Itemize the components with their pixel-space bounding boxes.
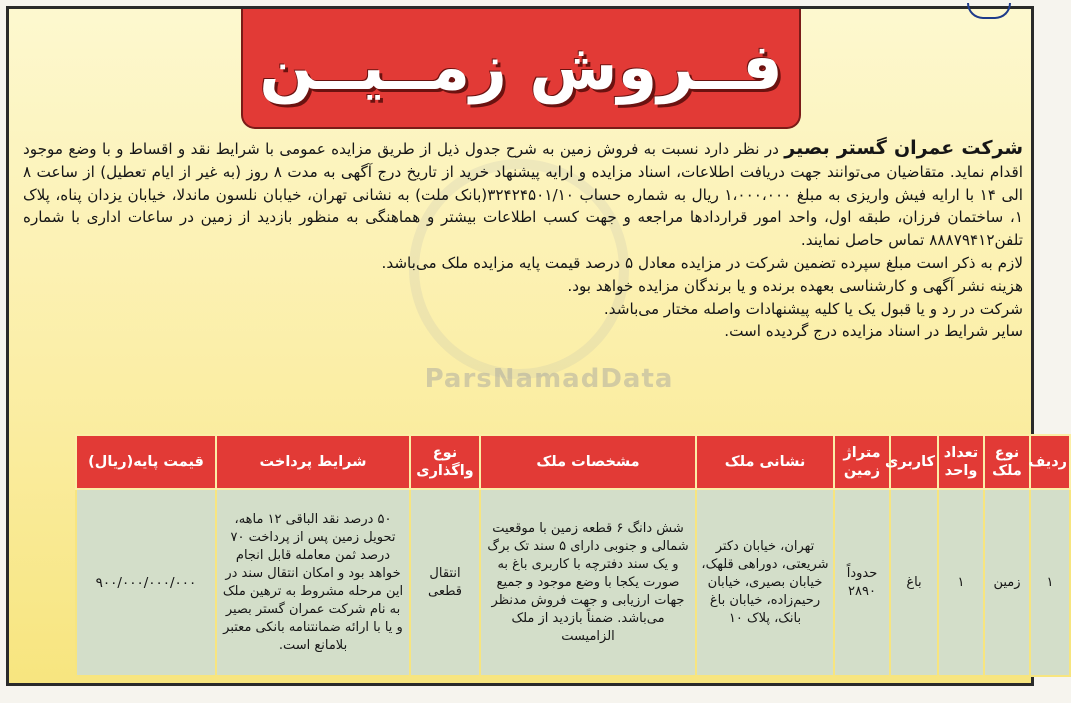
paragraph-other: سایر شرایط در اسناد مزایده درج گردیده است. <box>724 322 1023 341</box>
cell-usage: باغ <box>890 489 938 676</box>
header-specs: مشخصات ملک <box>480 435 696 489</box>
company-name: شرکت عمران گستر بصیر <box>784 137 1024 159</box>
header-base-price: قیمت پایه(ریال) <box>76 435 216 489</box>
cell-specs: شش دانگ ۶ قطعه زمین با موقعیت شمالی و جنوبی دارای ۵ سند تک برگ و یک سند دفترچه با کاربری باغ به صورت یکجا با وضع موجود و جمیع جهات ارزیابی و جهت فروش مدنظر می‌باشد. ضمناً بازدید از ملک الزامیست <box>480 489 696 676</box>
table-header-row <box>76 435 1070 489</box>
property-table-wrap <box>75 434 1067 677</box>
cell-property-type: زمین <box>984 489 1030 676</box>
cell-unit-count: ۱ <box>938 489 984 676</box>
header-area: متراژ زمین <box>834 435 890 489</box>
announcement-body <box>23 137 1023 343</box>
header-unit-count: تعداد واحد <box>938 435 984 489</box>
paragraph-deposit: لازم به ذکر است مبلغ سپرده تضمین شرکت در مزایده معادل ۵ درصد قیمت پایه مزایده ملک می‌باشد. <box>381 253 1023 272</box>
paragraph-1: در نظر دارد نسبت به فروش زمین به شرح جدول ذیل از طریق مزایده عمومی با شرایط نقد و اقساط و با وضع موجود اقدام نماید. متقاضیان می‌توانند جهت دریافت اطلاعات، اسناد مزایده و ارایه پیشنهاد خرید از تاریخ درج آگهی به مدت ۸ روز (به غیر از ایام تعطیل) از ساعت ۸ الی ۱۴ با ارایه فیش واریزی به مبلغ ۱،۰۰۰،۰۰۰ ریال به شماره حساب ۳۲۴۲۴۵۰۱/۱۰(بانک ملت) به نشانی تهران، خیابان نلسون ماندلا، خیابان یزدان پناه، پلاک ۱، ساختمان فرزان، طبقه اول، واحد امور قراردادها مراجعه و جهت کسب اطلاعات بیشتر و هماهنگی به منظور بازدید از زمین در ساعات اداری با شماره تلفن۸۸۸۷۹۴۱۲ تماس حاصل نمایند. <box>23 140 1023 250</box>
banner-title: فــروش زمــیــن <box>259 31 783 105</box>
header-payment-terms: شرایط پرداخت <box>216 435 410 489</box>
cell-transfer-type: انتقال قطعی <box>410 489 480 676</box>
watermark: ParsNamadData <box>424 364 674 394</box>
title-banner <box>241 9 801 129</box>
cell-address: تهران، خیابان دکتر شریعتی، دوراهی قلهک، خیابان بصیری، خیابان رحیم‌زاده، خیابان باغ بانک، پلاک ۱۰ <box>696 489 834 676</box>
paragraph-main <box>23 137 1023 252</box>
header-row-no: ردیف <box>1030 435 1070 489</box>
cell-row-no: ۱ <box>1030 489 1070 676</box>
property-table <box>75 434 1071 677</box>
header-transfer-type: نوع واگذاری <box>410 435 480 489</box>
advertisement-frame <box>6 6 1067 686</box>
cell-base-price: ۹۰۰/۰۰۰/۰۰۰/۰۰۰ <box>76 489 216 676</box>
corner-mark <box>967 3 1011 19</box>
header-usage: کاربری <box>890 435 938 489</box>
cell-area: حدوداً ۲۸۹۰ <box>834 489 890 676</box>
cell-payment-terms: ۵۰ درصد نقد الباقی ۱۲ ماهه، تحویل زمین پس از پرداخت ۷۰ درصد ثمن معامله قابل انجام خواهد بود و امکان انتقال سند در این مرحله مشروط به ترهین ملک به نام شرکت عمران گستر بصیر و یا با ارائه ضمانتنامه بانکی معتبر بلامانع است. <box>216 489 410 676</box>
paragraph-costs: هزینه نشر آگهی و کارشناسی بعهده برنده و یا برندگان مزایده خواهد بود. <box>567 276 1023 295</box>
paragraph-rights: شرکت در رد و یا قبول یک یا کلیه پیشنهادات واصله مختار می‌باشد. <box>603 299 1023 318</box>
header-address: نشانی ملک <box>696 435 834 489</box>
table-row <box>76 489 1070 676</box>
header-property-type: نوع ملک <box>984 435 1030 489</box>
